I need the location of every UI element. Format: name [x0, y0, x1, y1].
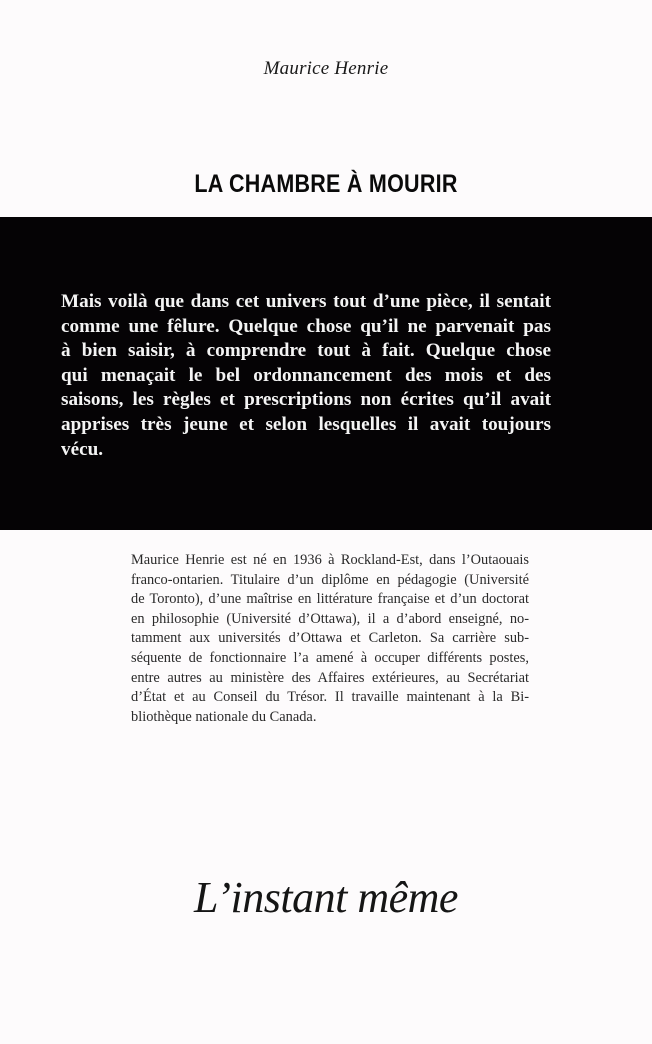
excerpt-line: à bien saisir, à comprendre tout à fait. Quelque chose: [61, 340, 551, 362]
bio-line: d’État et au Conseil du Trésor. Il travaille maintenant à la Bi-: [131, 689, 529, 706]
bio-line: bliothèque nationale du Canada.: [131, 708, 317, 725]
excerpt-line: vécu.: [61, 438, 104, 460]
author-biography: [131, 551, 529, 727]
bio-line: de Toronto), d’une maîtrise en littérature française et d’un doctorat: [131, 591, 529, 608]
publisher-logo: L’instant même: [194, 873, 458, 922]
book-title: LA CHAMBRE À MOURIR: [194, 170, 458, 198]
bio-line: séquente de fonctionnaire l’a amené à occuper différents postes,: [131, 649, 529, 666]
excerpt-line: comme une fêlure. Quelque chose qu’il ne parvenait pas: [61, 315, 551, 337]
bio-line: entre autres au ministère des Affaires extérieures, au Secrétariat: [131, 669, 529, 686]
bio-line: tamment aux universités d’Ottawa et Carleton. Sa carrière sub-: [131, 630, 529, 647]
excerpt-line: apprises très jeune et selon lesquelles il avait toujours: [61, 413, 551, 435]
excerpt-text: [61, 290, 551, 462]
bio-line: en philosophie (Université d’Ottawa), il a d’abord enseigné, no-: [131, 610, 529, 627]
excerpt-line: saisons, les règles et prescriptions non écrites qu’il avait: [61, 389, 551, 411]
excerpt-line: qui menaçait le bel ordonnancement des mois et des: [61, 364, 551, 386]
bio-line: Maurice Henrie est né en 1936 à Rockland-Est, dans l’Outaouais: [131, 552, 529, 568]
bio-line: franco-ontarien. Titulaire d’un diplôme en pédagogie (Université: [131, 571, 529, 588]
excerpt-line: Mais voilà que dans cet univers tout d’une pièce, il sentait: [61, 291, 551, 312]
author-name: Maurice Henrie: [263, 58, 389, 79]
